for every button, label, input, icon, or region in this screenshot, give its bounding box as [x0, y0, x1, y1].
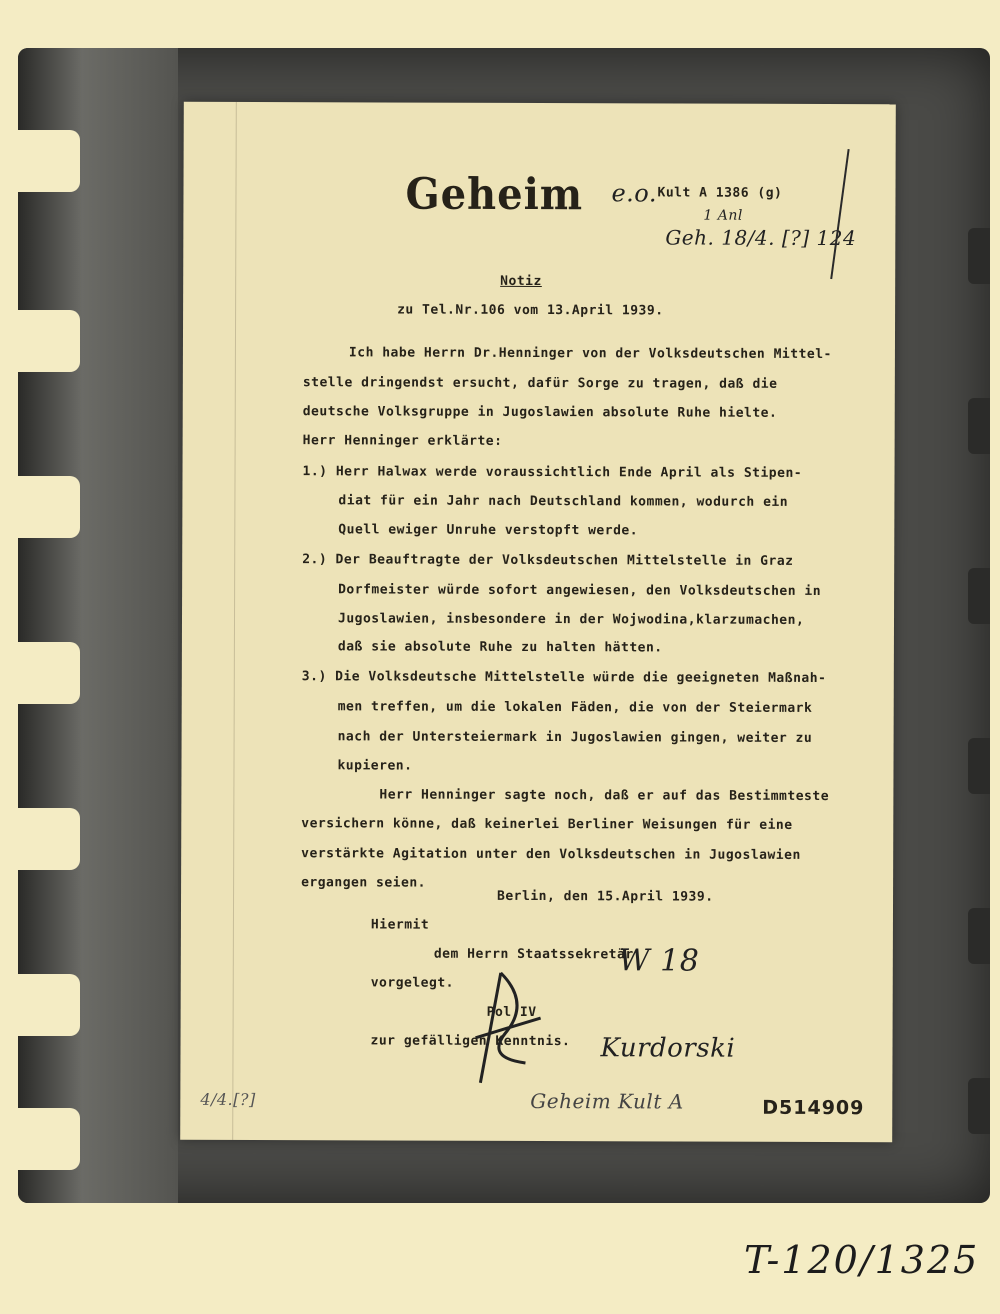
memo-line: 1.) Herr Halwax werde voraussichtlich Ende April als Stipen-	[302, 464, 803, 481]
handwritten-ref: e.o.	[611, 179, 658, 208]
closing-line: Hiermit	[370, 917, 430, 933]
film-perforation	[18, 1108, 80, 1170]
memo-subheading: zu Tel.Nr.106 vom 13.April 1939.	[397, 302, 664, 319]
memo-line: Quell ewiger Unruhe verstopft werde.	[338, 522, 639, 539]
memo-heading: Notiz	[500, 273, 542, 290]
page-fold-line	[232, 102, 237, 1140]
memo-line: kupieren.	[337, 758, 413, 774]
document-number-stamp: D514909	[762, 1096, 865, 1120]
closing-line: dem Herrn Staatssekretär	[433, 946, 634, 963]
memo-line: Dorfmeister würde sofort angewiesen, den Volksdeutschen in	[338, 582, 822, 599]
memo-line: 2.) Der Beauftragte der Volksdeutschen Mittelstelle in Graz	[302, 552, 794, 569]
margin-note: 4/4.[?]	[200, 1089, 256, 1110]
film-perforation	[18, 974, 80, 1036]
closing-line: zur gefälligen Kenntnis.	[370, 1033, 571, 1050]
memo-line: versichern könne, daß keinerlei Berliner Weisungen für eine	[301, 816, 793, 833]
signature-initials	[470, 963, 550, 1093]
closing-line: Pol.IV	[486, 1004, 537, 1020]
memo-line: men treffen, um die lokalen Fäden, die von der Steiermark	[337, 699, 813, 716]
reference-number: Kult A 1386 (g)	[657, 185, 783, 201]
signature: Kurdorski	[600, 1033, 736, 1064]
handwritten-stroke	[803, 144, 863, 284]
memo-line: deutsche Volksgruppe in Jugoslawien absolute Ruhe hielte.	[302, 404, 778, 421]
handwritten-note-1: 1 Anl	[703, 207, 743, 224]
document-title: Geheim	[405, 168, 584, 221]
film-perforation	[18, 476, 80, 538]
memo-line: ergangen seien.	[301, 875, 427, 891]
film-perforation-right	[968, 398, 990, 454]
film-reference: T-120/1325	[744, 1238, 980, 1282]
memo-line: nach der Untersteiermark in Jugoslawien gingen, weiter zu	[337, 729, 813, 746]
film-perforation-right	[968, 228, 990, 284]
film-perforation	[18, 642, 80, 704]
film-perforation	[18, 130, 80, 192]
memo-line: diat für ein Jahr nach Deutschland kommen, wodurch ein	[338, 493, 789, 510]
film-perforation-right	[968, 1078, 990, 1134]
memo-line: Jugoslawien, insbesondere in der Wojwodina,klarzumachen,	[337, 611, 805, 628]
handwritten-note-2: Geh. 18/4. [?] 124	[665, 225, 857, 251]
document-page	[180, 102, 896, 1142]
memo-line: Herr Henninger sagte noch, daß er auf das Bestimmteste	[379, 787, 830, 805]
memo-line: Ich habe Herrn Dr.Henninger von der Volksdeutschen Mittel-	[348, 345, 832, 363]
memo-line: Herr Henninger erklärte:	[302, 433, 503, 449]
film-perforation-right	[968, 568, 990, 624]
memo-line: stelle dringendst ersucht, dafür Sorge zu tragen, daß die	[302, 375, 778, 392]
archive-note: Geheim Kult A	[530, 1088, 684, 1114]
closing-line: vorgelegt.	[370, 975, 455, 991]
memo-line: 3.) Die Volksdeutsche Mittelstelle würde die geeigneten Maßnah-	[301, 669, 827, 687]
film-perforation-right	[968, 738, 990, 794]
handwritten-initials: W 18	[618, 943, 700, 979]
date-line: Berlin, den 15.April 1939.	[497, 888, 714, 905]
memo-line: verstärkte Agitation unter den Volksdeutschen in Jugoslawien	[301, 846, 801, 863]
film-perforation-right	[968, 908, 990, 964]
film-perforation	[18, 310, 80, 372]
film-perforation	[18, 808, 80, 870]
memo-line: daß sie absolute Ruhe zu halten hätten.	[337, 639, 663, 656]
